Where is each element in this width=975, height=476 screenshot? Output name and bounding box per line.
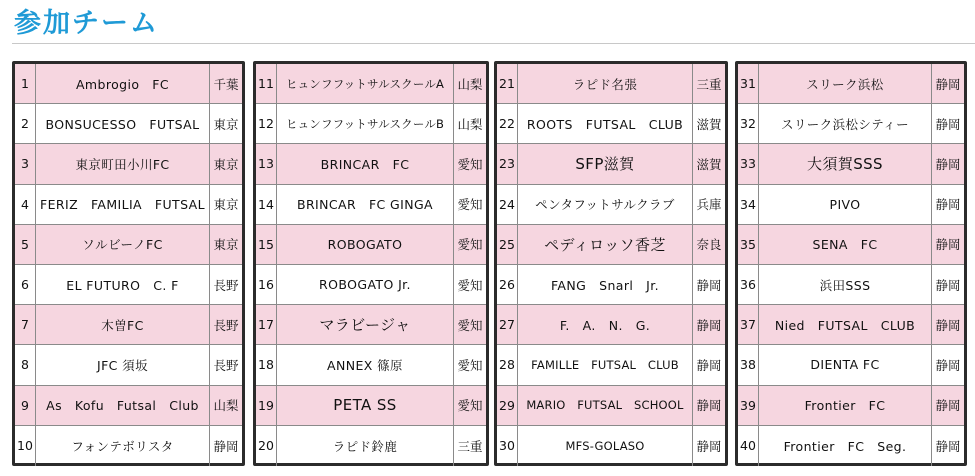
table-row [497,185,725,225]
team-name: ROOTS FUTSAL CLUB [526,116,684,132]
team-name: Frontier FC Seg. [783,438,907,454]
team-number: 1 [15,64,36,103]
table-row [738,144,964,184]
team-name: BRINCAR FC [320,156,410,172]
team-prefecture: 静岡 [931,265,964,304]
team-name: Nied FUTSAL CLUB [774,317,916,333]
team-name: ソルビーノFC [82,237,163,253]
team-prefecture: 静岡 [931,305,964,344]
team-prefecture: 長野 [209,265,242,304]
team-prefecture: 静岡 [692,305,725,344]
team-table-3 [494,61,728,466]
team-prefecture: 静岡 [931,104,964,143]
team-prefecture: 静岡 [931,185,964,224]
team-prefecture: 長野 [209,305,242,344]
team-number: 37 [738,305,759,344]
team-number: 32 [738,104,759,143]
table-row [256,225,486,265]
team-prefecture: 山梨 [209,386,242,425]
table-row [256,64,486,104]
team-number: 3 [15,144,36,183]
team-name: EL FUTURO C. F [66,277,179,293]
team-number: 10 [15,426,36,466]
team-prefecture: 東京 [209,185,242,224]
team-prefecture: 静岡 [692,265,725,304]
table-row [738,265,964,305]
team-prefecture: 静岡 [692,386,725,425]
team-number: 34 [738,185,759,224]
table-row [15,305,242,345]
team-number: 8 [15,345,36,384]
team-number: 5 [15,225,36,264]
team-number: 6 [15,265,36,304]
table-row [256,386,486,426]
team-prefecture: 静岡 [692,345,725,384]
team-number: 7 [15,305,36,344]
team-prefecture: 山梨 [453,64,486,103]
team-number: 35 [738,225,759,264]
table-row [15,64,242,104]
team-number: 28 [497,345,518,384]
table-row [738,104,964,144]
title-divider [12,43,975,44]
table-row [497,265,725,305]
team-name: 浜田SSS [819,277,871,293]
table-row [738,305,964,345]
team-number: 26 [497,265,518,304]
team-number: 2 [15,104,36,143]
team-number: 15 [256,225,277,264]
team-prefecture: 静岡 [209,426,242,466]
table-row [738,345,964,385]
team-prefecture: 愛知 [453,265,486,304]
team-prefecture: 静岡 [931,426,964,466]
team-name: マラビージャ [319,316,411,335]
team-number: 12 [256,104,277,143]
team-name: PIVO [829,196,861,212]
page-title: 参加チーム [14,8,159,39]
team-prefecture: 愛知 [453,345,486,384]
table-row [497,104,725,144]
team-number: 21 [497,64,518,103]
team-number: 9 [15,386,36,425]
team-name: ROBOGATO [327,236,403,252]
team-name: ヒュンフフットサルスクールA [285,76,445,91]
table-row [497,386,725,426]
team-number: 23 [497,144,518,183]
team-name: F. A. N. G. [559,317,651,333]
table-row [738,225,964,265]
team-name: ペンタフットサルクラブ [535,197,675,213]
team-number: 25 [497,225,518,264]
team-prefecture: 三重 [453,426,486,466]
team-prefecture: 静岡 [931,225,964,264]
team-prefecture: 山梨 [453,104,486,143]
team-number: 27 [497,305,518,344]
team-name: Ambrogio FC [75,76,170,92]
table-row [738,426,964,466]
team-name: 東京町田小川FC [75,156,170,172]
team-prefecture: 千葉 [209,64,242,103]
team-prefecture: 三重 [692,64,725,103]
table-row [738,64,964,104]
table-row [497,144,725,184]
table-row [497,64,725,104]
table-row [15,265,242,305]
team-number: 13 [256,144,277,183]
team-name: FANG Snarl Jr. [550,277,659,293]
team-prefecture: 東京 [209,144,242,183]
team-table-4 [735,61,967,466]
team-prefecture: 静岡 [931,345,964,384]
table-row [256,185,486,225]
team-name: フォンテボリスタ [71,438,174,454]
team-number: 39 [738,386,759,425]
team-name: BONSUCESSO FUTSAL [45,116,200,132]
team-name: ANNEX 篠原 [327,357,403,373]
team-number: 24 [497,185,518,224]
team-prefecture: 愛知 [453,386,486,425]
team-name: 木曽FC [101,317,144,333]
team-prefecture: 長野 [209,345,242,384]
team-name: Frontier FC [804,398,886,414]
team-number: 18 [256,345,277,384]
table-row [15,345,242,385]
team-name: ROBOGATO Jr. [319,277,411,293]
table-row [15,104,242,144]
team-name: SENA FC [812,237,878,253]
team-name: DIENTA FC [810,357,880,373]
team-number: 33 [738,144,759,183]
team-name: ラピド名張 [572,76,638,92]
team-prefecture: 静岡 [692,426,725,466]
team-prefecture: 静岡 [931,386,964,425]
team-prefecture: 滋賀 [692,104,725,143]
team-number: 36 [738,265,759,304]
team-name: ラピド鈴鹿 [332,438,398,454]
team-number: 31 [738,64,759,103]
table-row [497,345,725,385]
team-number: 38 [738,345,759,384]
team-number: 29 [497,386,518,425]
table-row [15,185,242,225]
team-prefecture: 愛知 [453,144,486,183]
table-row [15,225,242,265]
team-prefecture: 愛知 [453,185,486,224]
table-row [497,225,725,265]
table-row [738,185,964,225]
table-row [256,426,486,466]
team-name: ペディロッソ香芝 [544,235,666,254]
team-number: 4 [15,185,36,224]
team-number: 22 [497,104,518,143]
team-name: BRINCAR FC GINGA [296,197,433,213]
team-prefecture: 兵庫 [692,185,725,224]
team-number: 17 [256,305,277,344]
team-number: 30 [497,426,518,466]
team-prefecture: 奈良 [692,225,725,264]
team-name: スリーク浜松シティー [780,116,909,132]
team-number: 16 [256,265,277,304]
team-name: FAMILLE FUTSAL CLUB [531,357,679,372]
team-prefecture: 静岡 [931,64,964,103]
team-number: 40 [738,426,759,466]
team-number: 20 [256,426,277,466]
team-prefecture: 愛知 [453,225,486,264]
team-number: 14 [256,185,277,224]
team-name: JFC 須坂 [97,357,148,373]
team-name: SFP滋賀 [575,155,635,174]
table-row [256,104,486,144]
team-prefecture: 静岡 [931,144,964,183]
team-name: As Kofu Futsal Club [46,398,199,414]
table-row [497,426,725,466]
team-number: 19 [256,386,277,425]
team-prefecture: 滋賀 [692,144,725,183]
table-row [15,426,242,466]
table-row [256,265,486,305]
table-row [15,386,242,426]
team-name: スリーク浜松 [806,76,884,92]
team-prefecture: 愛知 [453,305,486,344]
team-number: 11 [256,64,277,103]
table-row [738,386,964,426]
table-row [256,345,486,385]
table-row [497,305,725,345]
team-name: 大須賀SSS [807,155,883,174]
team-name: MARIO FUTSAL SCHOOL [526,398,684,413]
team-prefecture: 東京 [209,225,242,264]
table-row [15,144,242,184]
team-name: ヒュンフフットサルスクールB [285,116,445,131]
team-name: FERIZ FAMILIA FUTSAL [40,197,205,213]
team-name: MFS-GOLASO [565,438,645,453]
team-table-1 [12,61,245,466]
team-table-2 [253,61,489,466]
table-row [256,305,486,345]
table-row [256,144,486,184]
team-name: PETA SS [333,396,397,415]
team-prefecture: 東京 [209,104,242,143]
